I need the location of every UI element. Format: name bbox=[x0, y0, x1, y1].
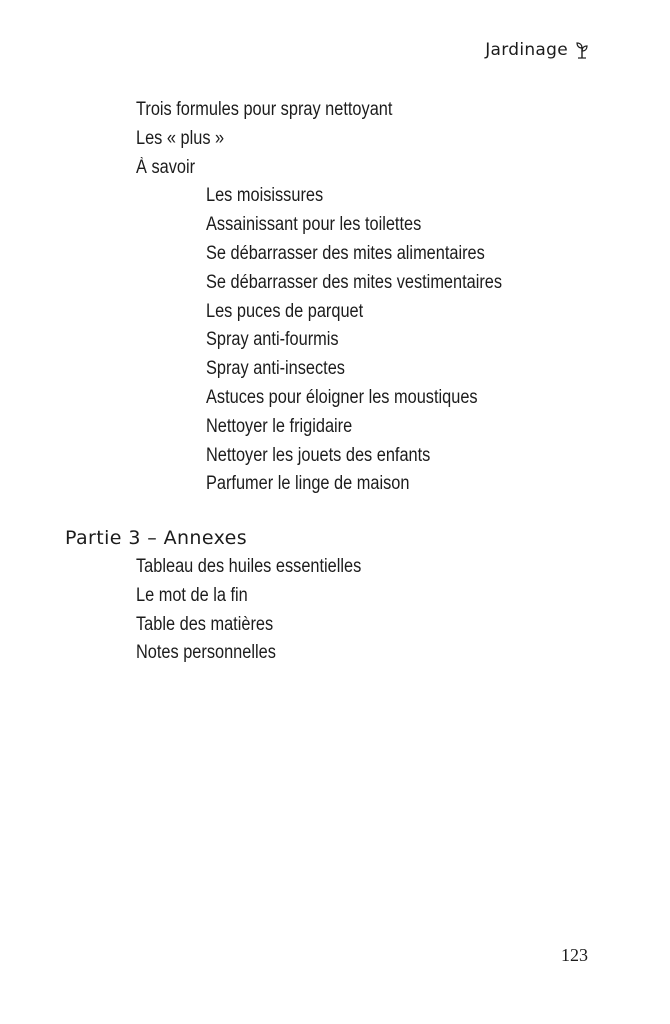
part-heading: Partie 3 – Annexes bbox=[65, 527, 248, 549]
header-title: Jardinage bbox=[485, 40, 568, 60]
toc-subentry: Nettoyer les jouets des enfants bbox=[206, 444, 431, 466]
toc-entry: Trois formules pour spray nettoyant bbox=[136, 99, 393, 120]
toc-entry: À savoir bbox=[136, 156, 196, 178]
toc-level1-group bbox=[0, 96, 670, 182]
table-of-contents bbox=[0, 96, 670, 499]
toc-subentry: Se débarrasser des mites alimentaires bbox=[206, 242, 485, 264]
page-number: 123 bbox=[561, 945, 588, 965]
toc-level2-group bbox=[0, 182, 670, 499]
toc-subentry: Nettoyer le frigidaire bbox=[206, 415, 353, 437]
toc-entry: Table des matières bbox=[136, 613, 274, 635]
toc-entry: Tableau des huiles essentielles bbox=[136, 556, 362, 577]
running-header bbox=[485, 40, 588, 60]
part-items-list bbox=[0, 553, 670, 668]
sprout-icon bbox=[576, 41, 588, 59]
part-items-group bbox=[0, 553, 670, 668]
toc-subentry: Spray anti-insectes bbox=[206, 358, 345, 380]
toc-subentry: Se débarrasser des mites vestimentaires bbox=[206, 271, 503, 293]
toc-entry: Les « plus » bbox=[136, 127, 225, 149]
toc-entry: Notes personnelles bbox=[136, 642, 276, 664]
toc-subentry: Parfumer le linge de maison bbox=[206, 473, 410, 495]
toc-subentry: Les moisissures bbox=[206, 185, 324, 207]
toc-subentry: Astuces pour éloigner les moustiques bbox=[206, 386, 478, 408]
toc-entry: Le mot de la fin bbox=[136, 584, 248, 606]
toc-subentry: Spray anti-fourmis bbox=[206, 329, 339, 351]
toc-subentry: Les puces de parquet bbox=[206, 300, 364, 322]
toc-subentry: Assainissant pour les toilettes bbox=[206, 214, 422, 236]
